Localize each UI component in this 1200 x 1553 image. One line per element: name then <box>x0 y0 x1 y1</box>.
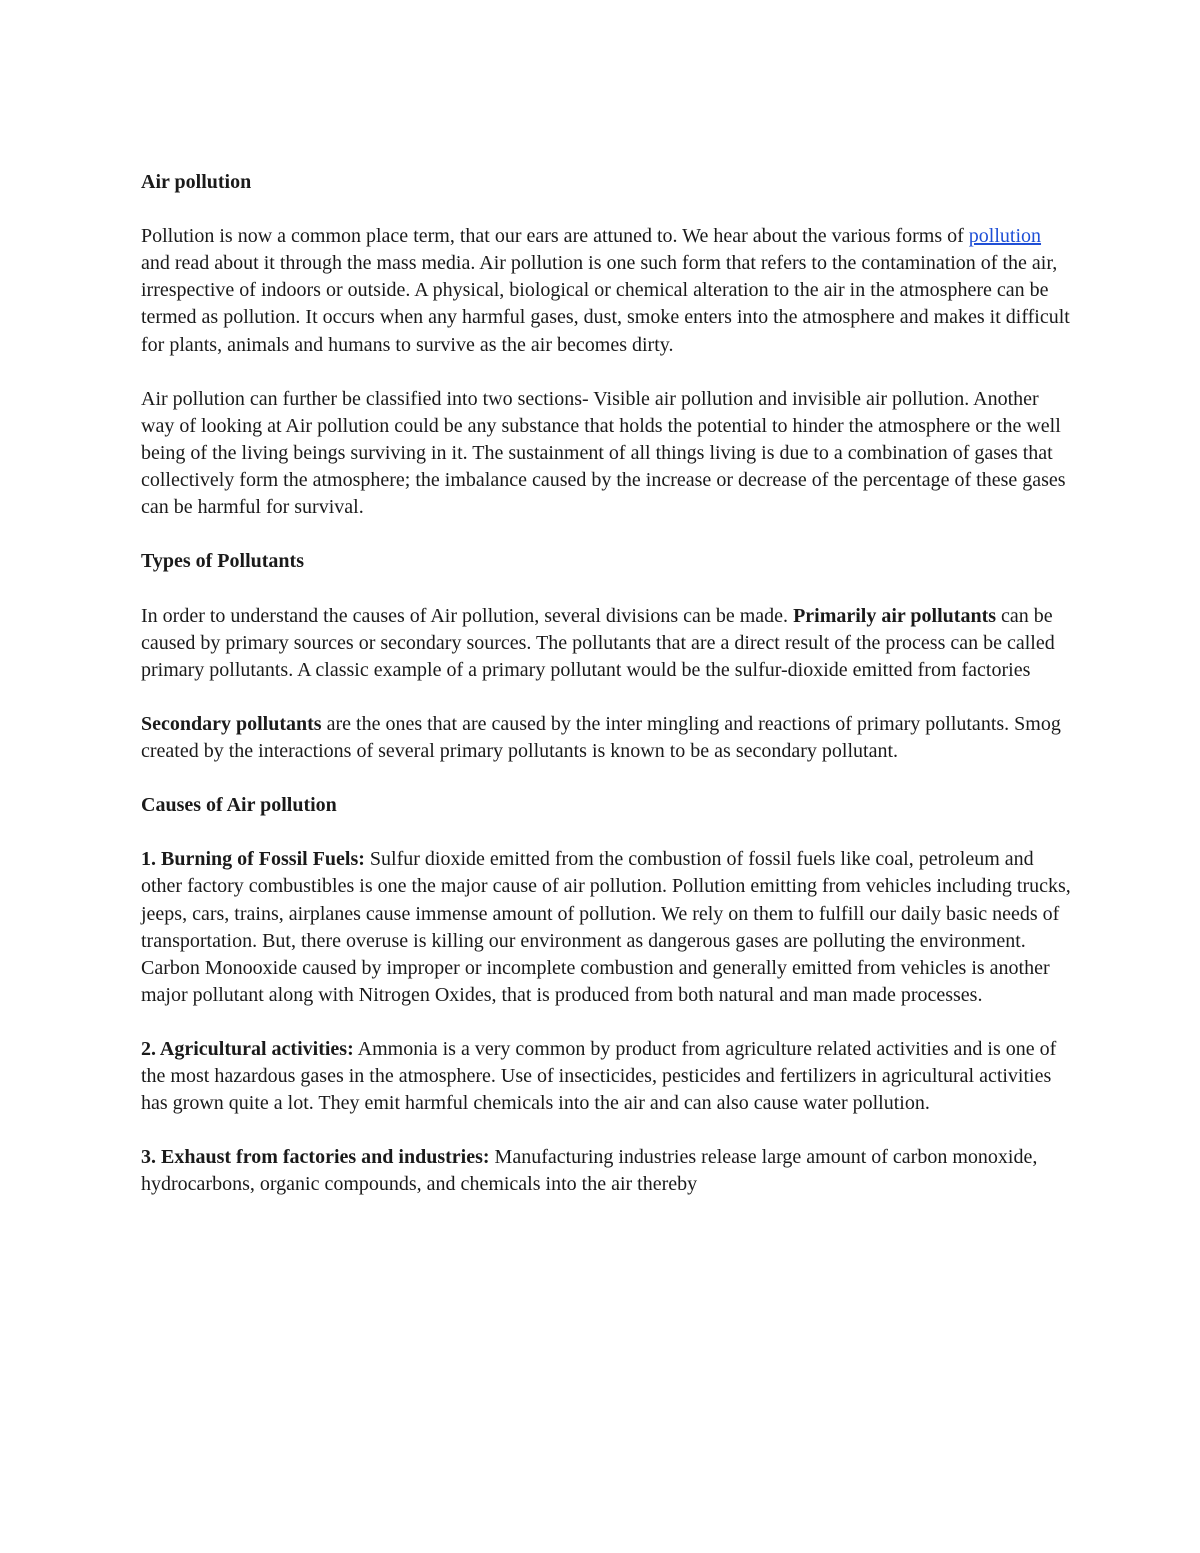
intro-text-part2: and read about it through the mass media. Air pollution is one such form that refers to the contamination of the air, irrespective of indoors or outside. A physical, biological or chemical alteration to the air in the atmosphere can be termed as pollution. It occurs when any harmful gases, dust, smoke enters into the atmosphere and makes it difficult for plants, animals and humans to survive as the air becomes dirty. <box>141 252 1070 356</box>
classification-paragraph: Air pollution can further be classified into two sections- Visible air pollution and invisible air pollution. Another way of looking at Air pollution could be any substance that holds the potential to hinder the atmosphere or the well being of the living beings surviving in it. The sustainment of all things living is due to a combination of gases that collectively form the atmosphere; the imbalance caused by the increase or decrease of the percentage of these gases can be harmful for survival. <box>141 387 1066 519</box>
intro-paragraph <box>141 223 1071 358</box>
document-body <box>141 169 1071 1226</box>
secondary-rest-text: are the ones that are caused by the inter mingling and reactions of primary pollutants. Smog created by the interactions of several primary pollutants is known to be as secondary pollutant. <box>141 712 1061 762</box>
types-heading: Types of Pollutants <box>141 550 304 573</box>
causes-heading: Causes of Air pollution <box>141 794 337 817</box>
cause-title: 1. Burning of Fossil Fuels: <box>141 848 365 871</box>
document-title: Air pollution <box>141 171 252 193</box>
secondary-pollutants-paragraph <box>141 711 1071 765</box>
cause-item <box>141 1144 1071 1198</box>
secondary-bold-term: Secondary pollutants <box>141 712 322 735</box>
cause-title: 2. Agricultural activities: <box>141 1038 354 1060</box>
cause-text: Manufacturing industries release large amount of carbon monoxide, hydrocarbons, organic compounds, and chemicals into the air thereby <box>141 1146 1038 1196</box>
pollution-link[interactable]: pollution <box>968 225 1042 248</box>
primary-lead-text: In order to understand the causes of Air pollution, several divisions can be made. <box>141 604 794 627</box>
cause-text: Sulfur dioxide emitted from the combustion of fossil fuels like coal, petroleum and other factory combustibles is one the major cause of air pollution. Pollution emitting from vehicles including trucks, jeeps, cars, trains, airplanes cause immense amount of pollution. We rely on them to fulfill our daily basic needs of transportation. But, there overuse is killing our environment as dangerous gases are polluting the environment. Carbon Monooxide caused by improper or incomplete combustion and generally emitted from vehicles is another major pollutant along with Nitrogen Oxides, that is produced from both natural and man made processes. <box>141 848 1071 1006</box>
cause-title: 3. Exhaust from factories and industries: <box>141 1146 490 1169</box>
primary-rest-text: can be caused by primary sources or secondary sources. The pollutants that are a direct result of the process can be called primary pollutants. A classic example of a primary pollutant would be the sulfur-dioxide emitted from factories <box>141 604 1055 681</box>
cause-item <box>141 1036 1071 1117</box>
primary-bold-term: Primarily air pollutants <box>793 604 997 627</box>
primary-pollutants-paragraph <box>141 603 1071 684</box>
intro-text-part1: Pollution is now a common place term, that our ears are attuned to. We hear about the various forms of <box>141 225 969 248</box>
cause-text: Ammonia is a very common by product from agriculture related activities and is one of the most hazardous gases in the atmosphere. Use of insecticides, pesticides and fertilizers in agricultural activities has grown quite a lot. They emit harmful chemicals into the air and can also cause water pollution. <box>141 1038 1057 1115</box>
cause-item <box>141 846 1071 1009</box>
